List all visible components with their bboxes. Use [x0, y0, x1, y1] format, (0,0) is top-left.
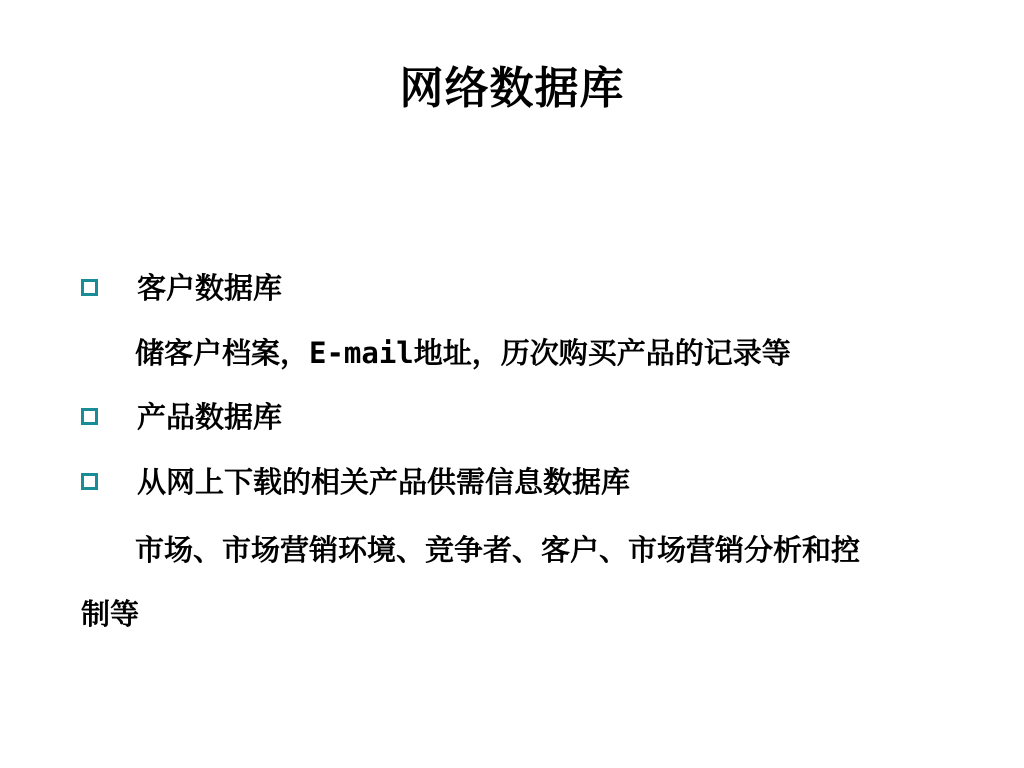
market-detail-line-2: 制等: [81, 597, 140, 631]
square-bullet-icon: [81, 473, 98, 490]
square-bullet-icon: [81, 408, 98, 425]
bullet-supply-demand-database: 从网上下载的相关产品供需信息数据库: [137, 465, 631, 499]
bullet-customer-database: 客户数据库: [137, 271, 283, 305]
market-detail-line-1: 市场、市场营销环境、竞争者、客户、市场营销分析和控: [135, 533, 861, 567]
slide-title: 网络数据库: [399, 63, 625, 114]
bullet-product-database: 产品数据库: [137, 400, 283, 434]
customer-database-detail: 储客户档案，E-mail地址，历次购买产品的记录等: [135, 336, 791, 370]
square-bullet-icon: [81, 279, 98, 296]
